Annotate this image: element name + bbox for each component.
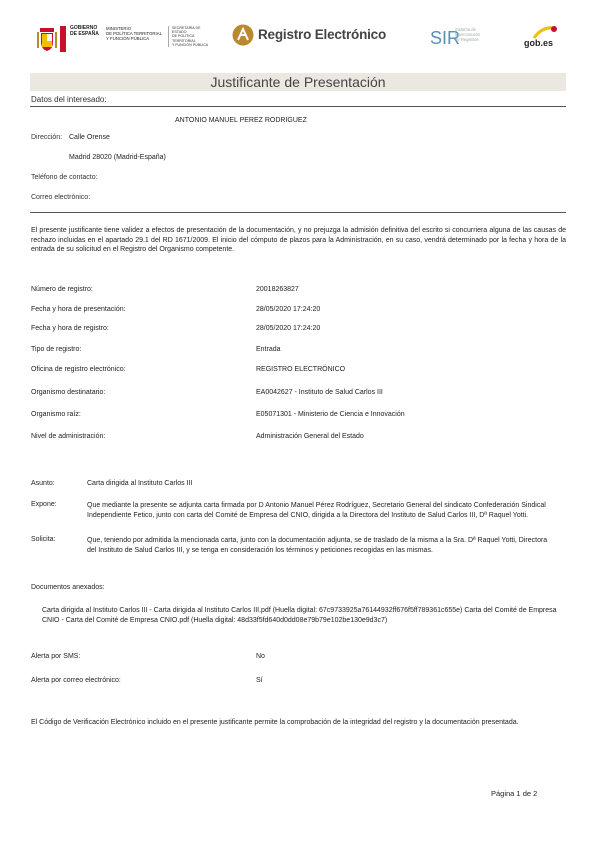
field-label: Fecha y hora de presentación: [31,306,126,313]
page-title: Justificante de Presentación [210,74,386,90]
gob-es-logo [518,26,564,52]
field-value: 20018263827 [256,286,299,293]
secretaria-line: Y FUNCIÓN PÚBLICA [172,42,209,47]
gov-line: DE ESPAÑA [70,30,99,37]
field-label: Organismo raíz: [31,411,81,418]
divider [30,212,566,213]
ministry-line: DE POLÍTICA TERRITORIAL [106,31,162,36]
documentos-label: Documentos anexados: [31,584,105,591]
page-number: Página 1 de 2 [491,789,538,798]
field-value: E05071301 - Ministerio de Ciencia e Innovación [256,411,405,418]
ministerio-title [106,26,162,41]
asunto-value: Carta dirigida al Instituto Carlos III [87,480,193,487]
solicita-value: Que, teniendo por admitida la mencionada carta, junto con la documentación adjunta, se de traslado de la misma a la Sra. Dª Raquel Yotti, Directora del Instituto de Salud Carlos III, y se tenga en consideración los términos y peticiones recogidas en las mismas. [87,537,548,554]
gob-es-text: gob.es [524,38,554,48]
field-value: 28/05/2020 17:24:20 [256,306,321,313]
expone-label: Expone: [31,501,57,508]
red-bar-icon [60,26,66,52]
alerta-sms-label: Alerta por SMS: [31,653,81,660]
field-label: Número de registro: [31,286,93,293]
registro-title: Registro Electrónico [258,27,387,42]
alerta-correo-value: Sí [256,677,263,684]
direccion-line1: Calle Orense [69,134,110,141]
gov-line: GOBIERNO [70,25,98,31]
interesado-section-label: Datos del interesado: [31,95,107,104]
asunto-label: Asunto: [31,480,55,487]
divider [30,106,566,107]
field-value: Administración General del Estado [256,433,364,440]
sir-caption [455,27,480,42]
gobierno-title [70,26,99,37]
secretaria-line: SECRETARÍA DE ESTADO [172,26,201,35]
field-value: 28/05/2020 17:24:20 [256,325,321,332]
sir-line: Interconexión [455,32,481,37]
validity-notice: El presente justificante tiene validez a efectos de presentación de la documentación, y no prejuzga la admisión definitiva del escrito si concurriera alguna de las causas de rechazo incluidas en el apartado 29.1 del RD 1671/2009. El inicio del cómputo de plazos para la Administración, en su caso, vendrá determinado por la fecha y hora de la entrada de su solicitud en el Registro del Organismo competente. [31,227,566,254]
documentos-list: Carta dirigida al Instituto Carlos III - Carta dirigida al Instituto Carlos III.pdf (Huella digital: 67c9733925a76144932ff676f5ff789361c655e) Carta del Comité de Empresa CNIO - Carta del Comité de Empresa CNIO.pdf (Huella digital: 48d33f5fd640d0dd08e79b79e102be130e9d3c7) [42,607,557,624]
cve-notice: El Código de Verificación Electrónico incluido en el presente justificante permite la comprobación de la integridad del registro y la documentación presentada. [31,719,519,726]
telefono-label: Teléfono de contacto: [31,174,98,181]
field-label: Tipo de registro: [31,346,82,353]
sir-logo [430,26,500,50]
interesado-name: ANTONIO MANUEL PEREZ RODRIGUEZ [175,117,307,124]
direccion-line2: Madrid 28020 (Madrid-España) [69,154,166,161]
registro-emblem-icon [232,24,254,46]
sir-line: de Registros [455,37,479,42]
field-value: EA0042627 - Instituto de Salud Carlos III [256,389,383,396]
coat-of-arms-icon [36,26,58,52]
correo-label: Correo electrónico: [31,194,91,201]
solicita-label: Solicita: [31,536,56,543]
alerta-correo-label: Alerta por correo electrónico: [31,677,121,684]
field-label: Organismo destinatario: [31,389,106,396]
field-value: Entrada [256,346,281,353]
field-label: Fecha y hora de registro: [31,325,109,332]
document-title-bar [30,73,566,91]
gobierno-de-espana-logo [32,22,210,56]
sir-emblem-icon [430,26,461,48]
secretaria-line: DE POLÍTICA TERRITORIAL [172,34,196,43]
field-label: Nivel de administración: [31,433,106,440]
secretaria-title [168,26,210,47]
sir-line: Sistema de [455,27,476,32]
field-value: REGISTRO ELECTRÓNICO [256,366,346,373]
field-label: Oficina de registro electrónico: [31,366,126,373]
svg-text:SIR: SIR [430,28,461,48]
ministry-line: MINISTERIO [106,26,132,31]
direccion-label: Dirección: [31,134,63,141]
registro-electronico-logo [232,24,392,48]
ministry-line: Y FUNCIÓN PÚBLICA [106,36,150,41]
alerta-sms-value: No [256,653,265,660]
expone-value: Que mediante la presente se adjunta carta firmada por D Antonio Manuel Pérez Rodríguez, Secretario General del sindicato Confederación Sindical Independiente Fetico, junto con carta del Comité de Empresa del CNIO, dirigida a la Directora del Instituto de Salud Carlos III, Dª Raquel Yotti. [87,502,546,519]
